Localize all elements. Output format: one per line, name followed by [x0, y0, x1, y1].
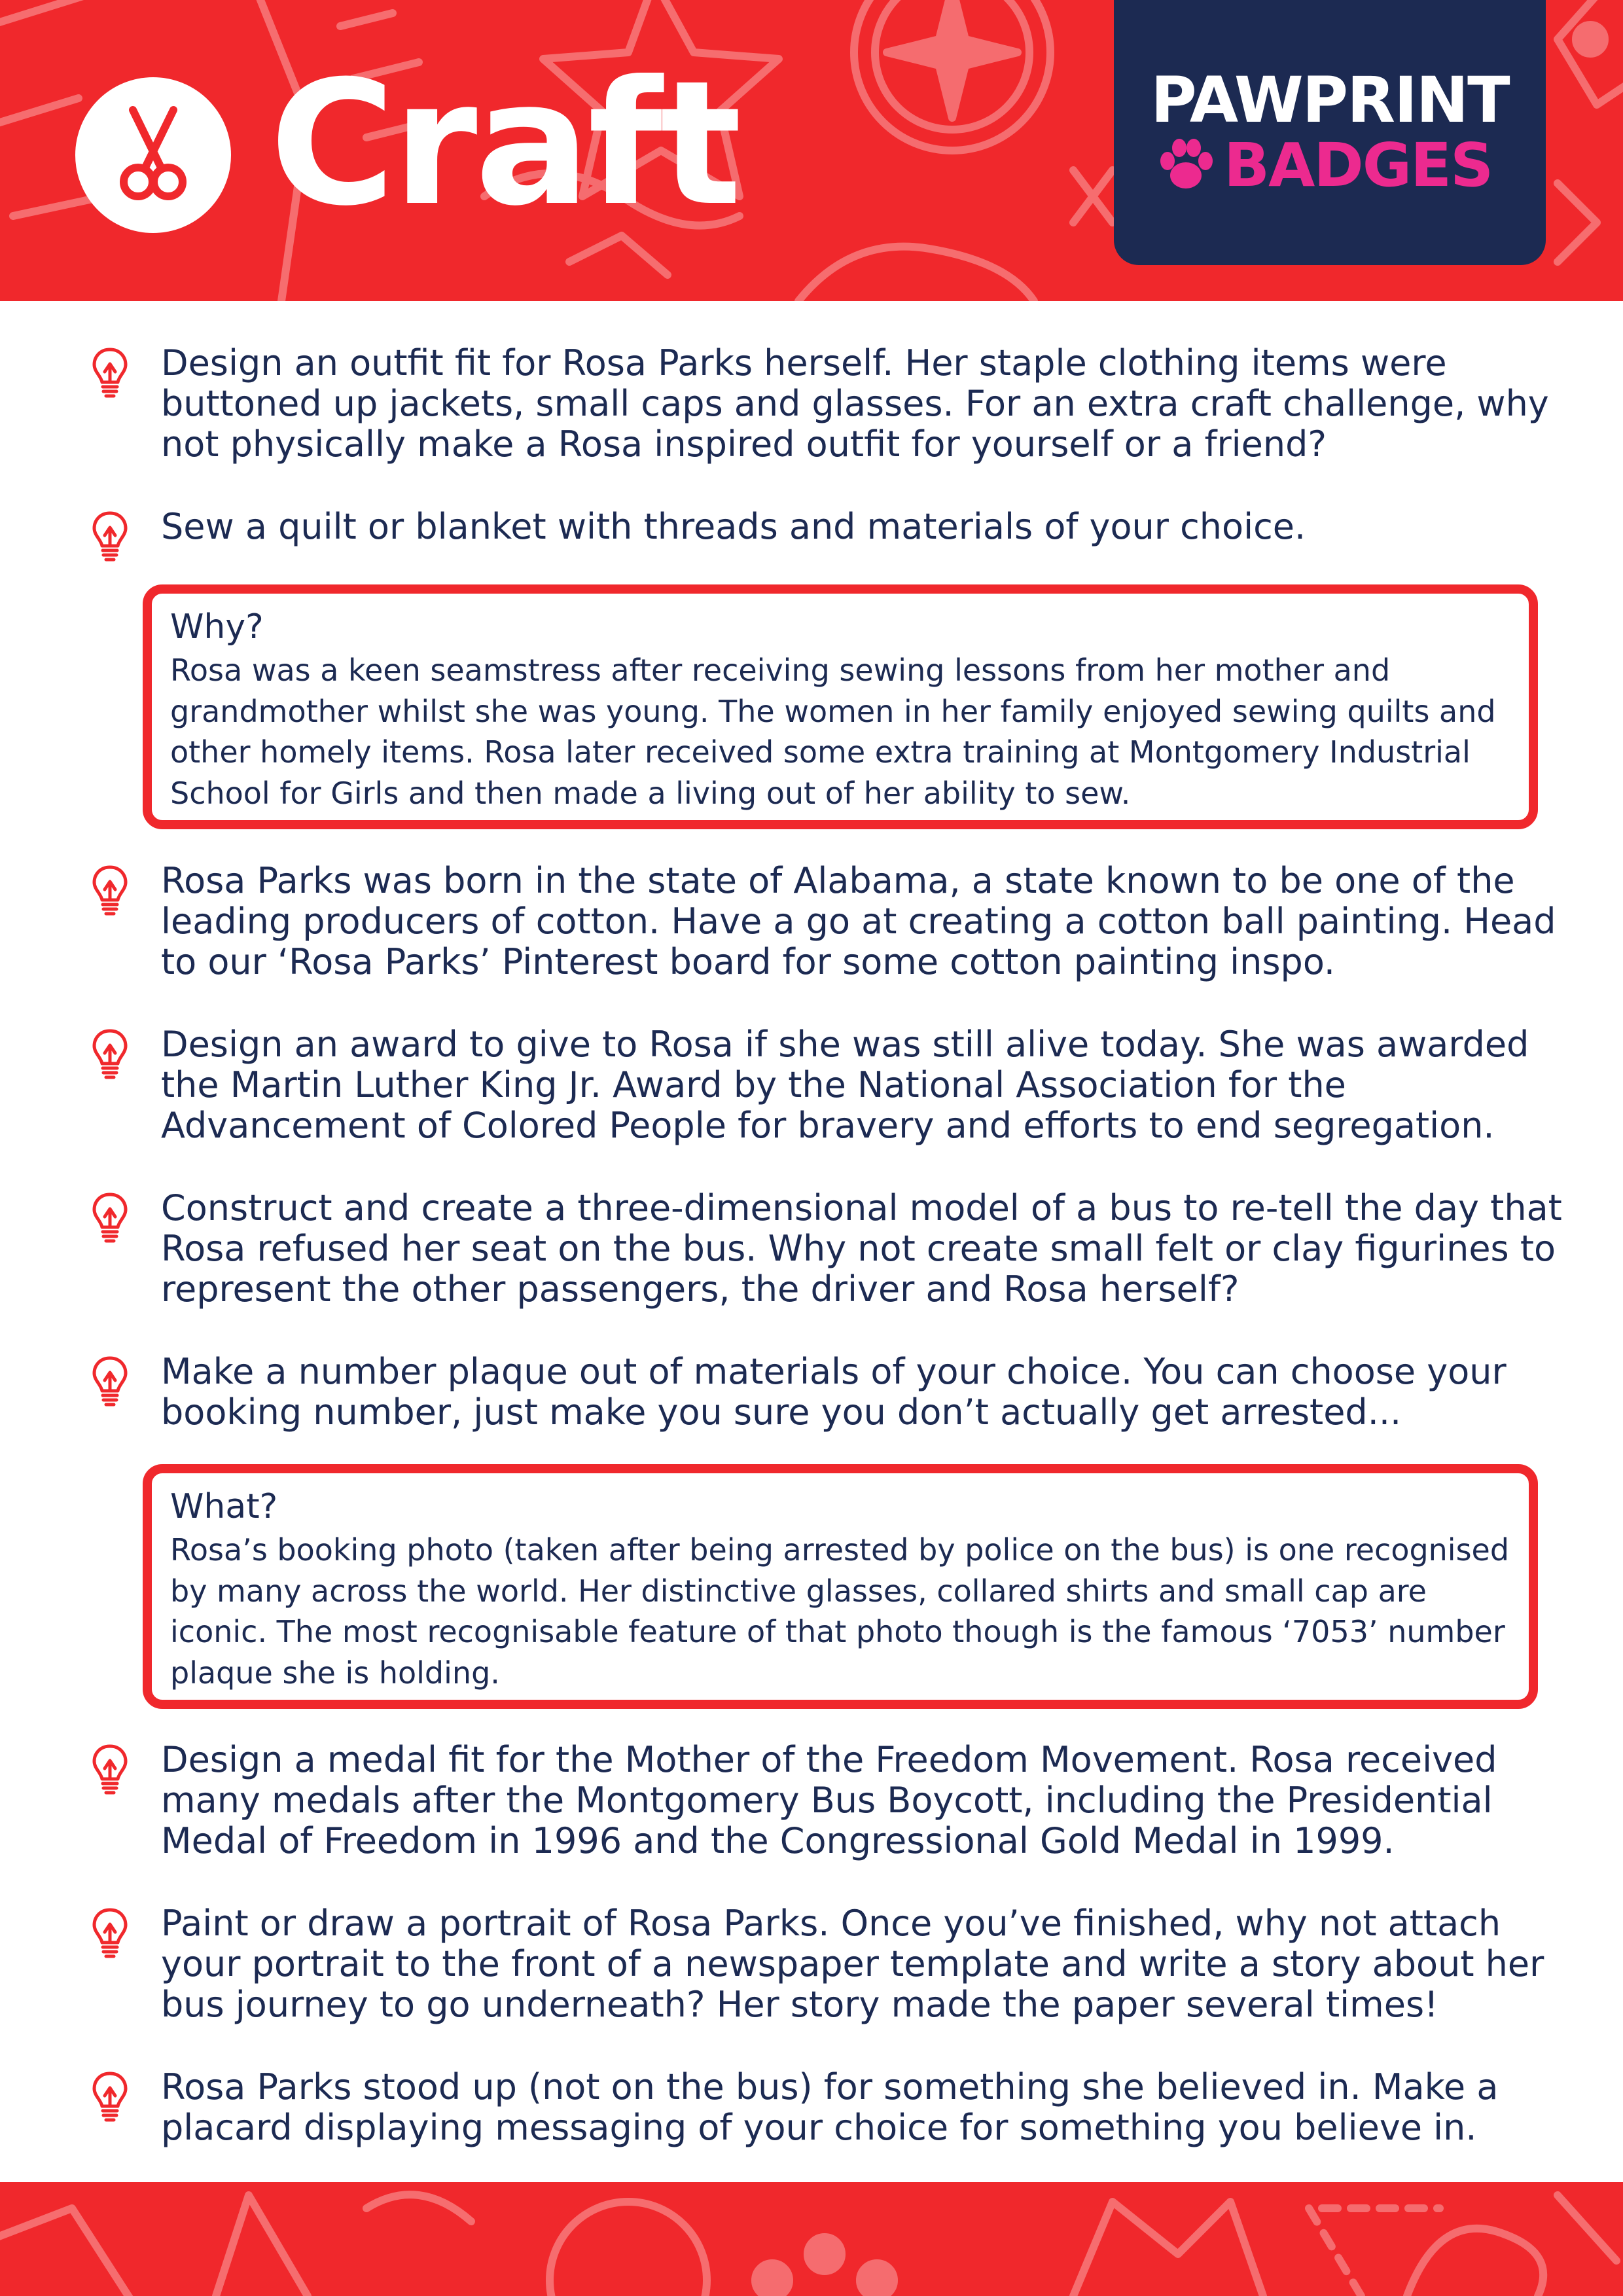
info-box-body: Rosa’s booking photo (taken after being arrested by police on the bus) is one recognised by many across the world. Her distinctive glasses, collared shirts and small cap are iconic. The most recognisable feature of that photo though is the famous ‘7053’ number plaque she is holding.	[170, 1532, 1510, 1691]
why-info-box	[143, 584, 1538, 829]
lightbulb-icon	[89, 1354, 131, 1409]
item-text: Design an award to give to Rosa if she was still alive today. She was awarded the Martin Luther King Jr. Award by the National Association for the Advancement of Colored People for bravery and efforts to end segregation.	[161, 1024, 1529, 1146]
item-text: Rosa Parks was born in the state of Alabama, a state known to be one of the leading producers of cotton. Have a go at creating a cotton ball painting. Head to our ‘Rosa Parks’ Pinterest board for some cotton painting inspo.	[161, 860, 1556, 982]
scissors-badge	[75, 77, 231, 233]
item-text: Design a medal fit for the Mother of the Freedom Movement. Rosa received many medals after the Montgomery Bus Boycott, including the Presidential Medal of Freedom in 1996 and the Congressional Gold Medal in 1999.	[161, 1739, 1497, 1861]
lightbulb-icon	[89, 1906, 131, 1961]
lightbulb-icon	[89, 863, 131, 918]
info-box-heading: Why?	[170, 607, 264, 647]
info-box-heading: What?	[170, 1487, 278, 1526]
item-text: Design an outfit fit for Rosa Parks herself. Her staple clothing items were buttoned up jackets, small caps and glasses. For an extra craft challenge, why not physically make a Rosa inspired outfit for yourself or a friend?	[161, 342, 1549, 465]
lightbulb-icon	[89, 346, 131, 401]
info-box-body: Rosa was a keen seamstress after receiving sewing lessons from her mother and grandmother whilst she was young. The women in her family enjoyed sewing quilts and other homely items. Rosa later received some extra training at Montgomery Industrial School for Girls and then made a living out of her ability to sew.	[170, 653, 1496, 811]
item-text: Construct and create a three-dimensional model of a bus to re-tell the day that Rosa refused her seat on the bus. Why not create small felt or clay figurines to represent the other passengers, the driver and Rosa herself?	[161, 1187, 1562, 1310]
decorative-doodles	[0, 2182, 1623, 2296]
lightbulb-icon	[89, 2070, 131, 2125]
scissors-icon	[75, 77, 231, 233]
what-info-box	[143, 1464, 1538, 1709]
lightbulb-icon	[89, 1742, 131, 1797]
item-text: Make a number plaque out of materials of your choice. You can choose your booking number, just make you sure you don’t actually get arrested...	[161, 1351, 1507, 1433]
item-text: Rosa Parks stood up (not on the bus) for something she believed in. Make a placard displaying messaging of your choice for something you believe in.	[161, 2066, 1499, 2148]
page-title: Craft	[270, 44, 740, 243]
item-text: Sew a quilt or blanket with threads and materials of your choice.	[161, 506, 1306, 547]
lightbulb-icon	[89, 1027, 131, 1082]
lightbulb-icon	[89, 509, 131, 564]
lightbulb-icon	[89, 1191, 131, 1246]
item-text: Paint or draw a portrait of Rosa Parks. Once you’ve finished, why not attach your portrait to the front of a newspaper template and write a story about her bus journey to go underneath? Her story made the paper several times!	[161, 1903, 1544, 2025]
brand-name-bottom: BADGES	[1224, 130, 1493, 200]
brand-logo	[1114, 0, 1546, 265]
brand-name-top: PAWPRINT	[1150, 63, 1509, 137]
header-banner	[0, 0, 1623, 301]
paw-icon	[1153, 132, 1219, 198]
footer-banner	[0, 2182, 1623, 2296]
